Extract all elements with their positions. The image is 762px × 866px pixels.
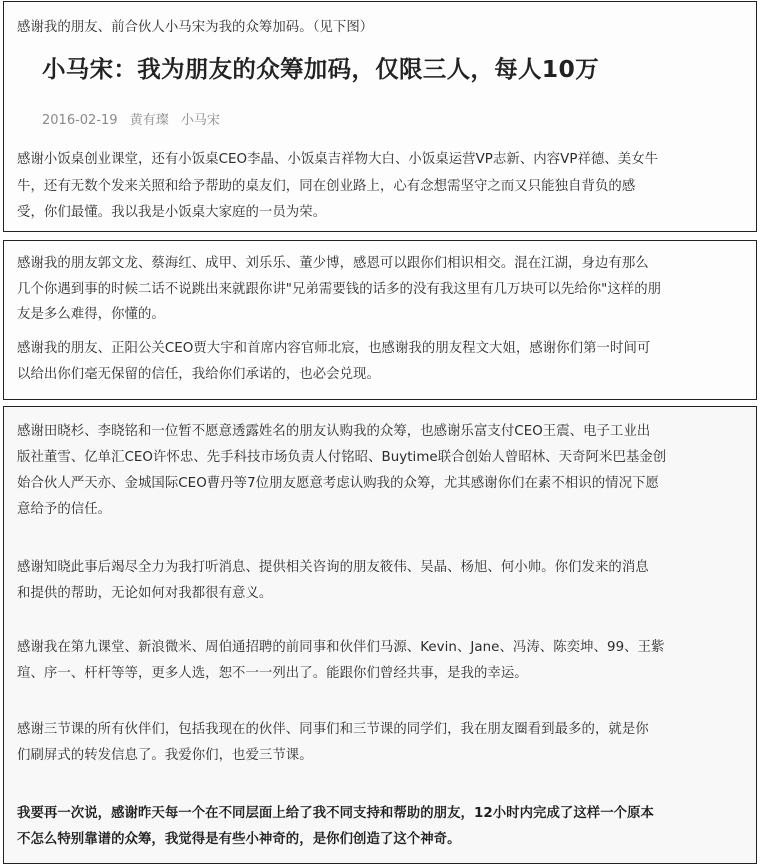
- paragraph-line: 意给予的信任。: [17, 502, 112, 517]
- paragraph-line: 感谢我的朋友郭文龙、蔡海红、成甲、刘乐乐、董少博，感恩可以跟你们相识相交。混在江湖，身边有那么: [17, 256, 649, 271]
- thanks-zhengyang-paragraph: [17, 336, 746, 387]
- paragraph-line: 以给出你们毫无保留的信任，我给你们承诺的，也必会兑现。: [17, 366, 380, 382]
- paragraph-line: 和提供的帮助，无论如何对我都很有意义。: [17, 585, 273, 601]
- article-date: 2016-02-19: [42, 113, 118, 128]
- paragraph-line: 版社董雪、亿单汇CEO许怀忠、先手科技市场负责人付铭昭、Buytime联合创始人曾昭林、天奇阿米巴基金创: [17, 450, 667, 465]
- paragraph-line: 友是多么难得，你懂的。: [17, 307, 165, 322]
- paragraph-line: 我要再一次说，感谢昨天每一个在不同层面上给了我不同支持和帮助的朋友，12小时内完成了这样一个原本: [17, 806, 654, 821]
- article-author: 小马宋: [180, 113, 220, 128]
- paragraph-line: 感谢田晓杉、李晓铭和一位暂不愿意透露姓名的朋友认购我的众筹，也感谢乐富支付CEO王震、电子工业出: [17, 424, 651, 439]
- thanks-colleagues-paragraph: [17, 635, 746, 686]
- paragraph-line: 感谢三节课的所有伙伴们，包括我现在的伙伴、同事们和三节课的同学们，我在朋友圈看到最多的，就是你: [17, 722, 649, 737]
- thanks-helpers-paragraph: [17, 555, 746, 606]
- paragraph-line: 受，你们最懂。我以我是小饭桌大家庭的一员为荣。: [17, 205, 327, 220]
- closing-bold-paragraph: [17, 801, 746, 852]
- article-source: 黄有璨: [129, 113, 169, 128]
- thanks-subscribers-paragraph: [17, 419, 746, 523]
- paragraph-line: 几个你遇到事的时候二话不说跳出来就跟你讲"兄弟需要钱的话多的没有我这里有几万块可以先给你"这样的朋: [17, 281, 662, 297]
- article-meta: [42, 109, 228, 128]
- thanks-friends-paragraph: [17, 251, 746, 328]
- paragraph-line: 感谢小饭桌创业课堂，还有小饭桌CEO李晶、小饭桌吉祥物大白、小饭桌运营VP志新、内容VP祥德、美女牛: [17, 152, 659, 167]
- article-title: 小马宋：我为朋友的众筹加码，仅限三人，每人10万: [42, 55, 599, 83]
- screenshot-panel-2: [3, 240, 757, 400]
- paragraph-line: 不怎么特别靠谱的众筹，我觉得是有些小神奇的，是你们创造了这个神奇。: [17, 831, 461, 847]
- paragraph-line: 始合伙人严天亦、金城国际CEO曹丹等7位朋友愿意考虑认购我的众筹，尤其感谢你们在素不相识的情况下愿: [17, 476, 659, 491]
- intro-text: 感谢我的朋友、前合伙人小马宋为我的众筹加码。（见下图）: [17, 20, 374, 35]
- paragraph-line: 瑄、序一、杆杆等等，更多人选，恕不一一列出了。能跟你们曾经共事，是我的幸运。: [17, 665, 528, 681]
- thanks-xiaofanzhuo-paragraph: [17, 147, 746, 227]
- thanks-sanjieke-paragraph: [17, 717, 746, 768]
- paragraph-line: 牛，还有无数个发来关照和给予帮助的桌友们，同在创业路上，心有念想需坚守之而又只能独自背负的感: [17, 178, 636, 194]
- screenshot-panel-3: [3, 406, 757, 864]
- screenshot-panel-1: [3, 1, 757, 232]
- paragraph-line: 感谢我在第九课堂、新浪微米、周伯通招聘的前同事和伙伴们马源、Kevin、Jane、冯涛、陈奕坤、99、王紫: [17, 640, 665, 655]
- paragraph-line: 们刷屏式的转发信息了。我爱你们，也爱三节课。: [17, 747, 313, 763]
- paragraph-line: 感谢我的朋友、正阳公关CEO贾大宇和首席内容官师北宸，也感谢我的朋友程文大姐，感谢你们第一时间可: [17, 341, 651, 356]
- paragraph-line: 感谢知晓此事后竭尽全力为我打听消息、提供相关咨询的朋友筱伟、吴晶、杨旭、何小帅。你们发来的消息: [17, 560, 649, 575]
